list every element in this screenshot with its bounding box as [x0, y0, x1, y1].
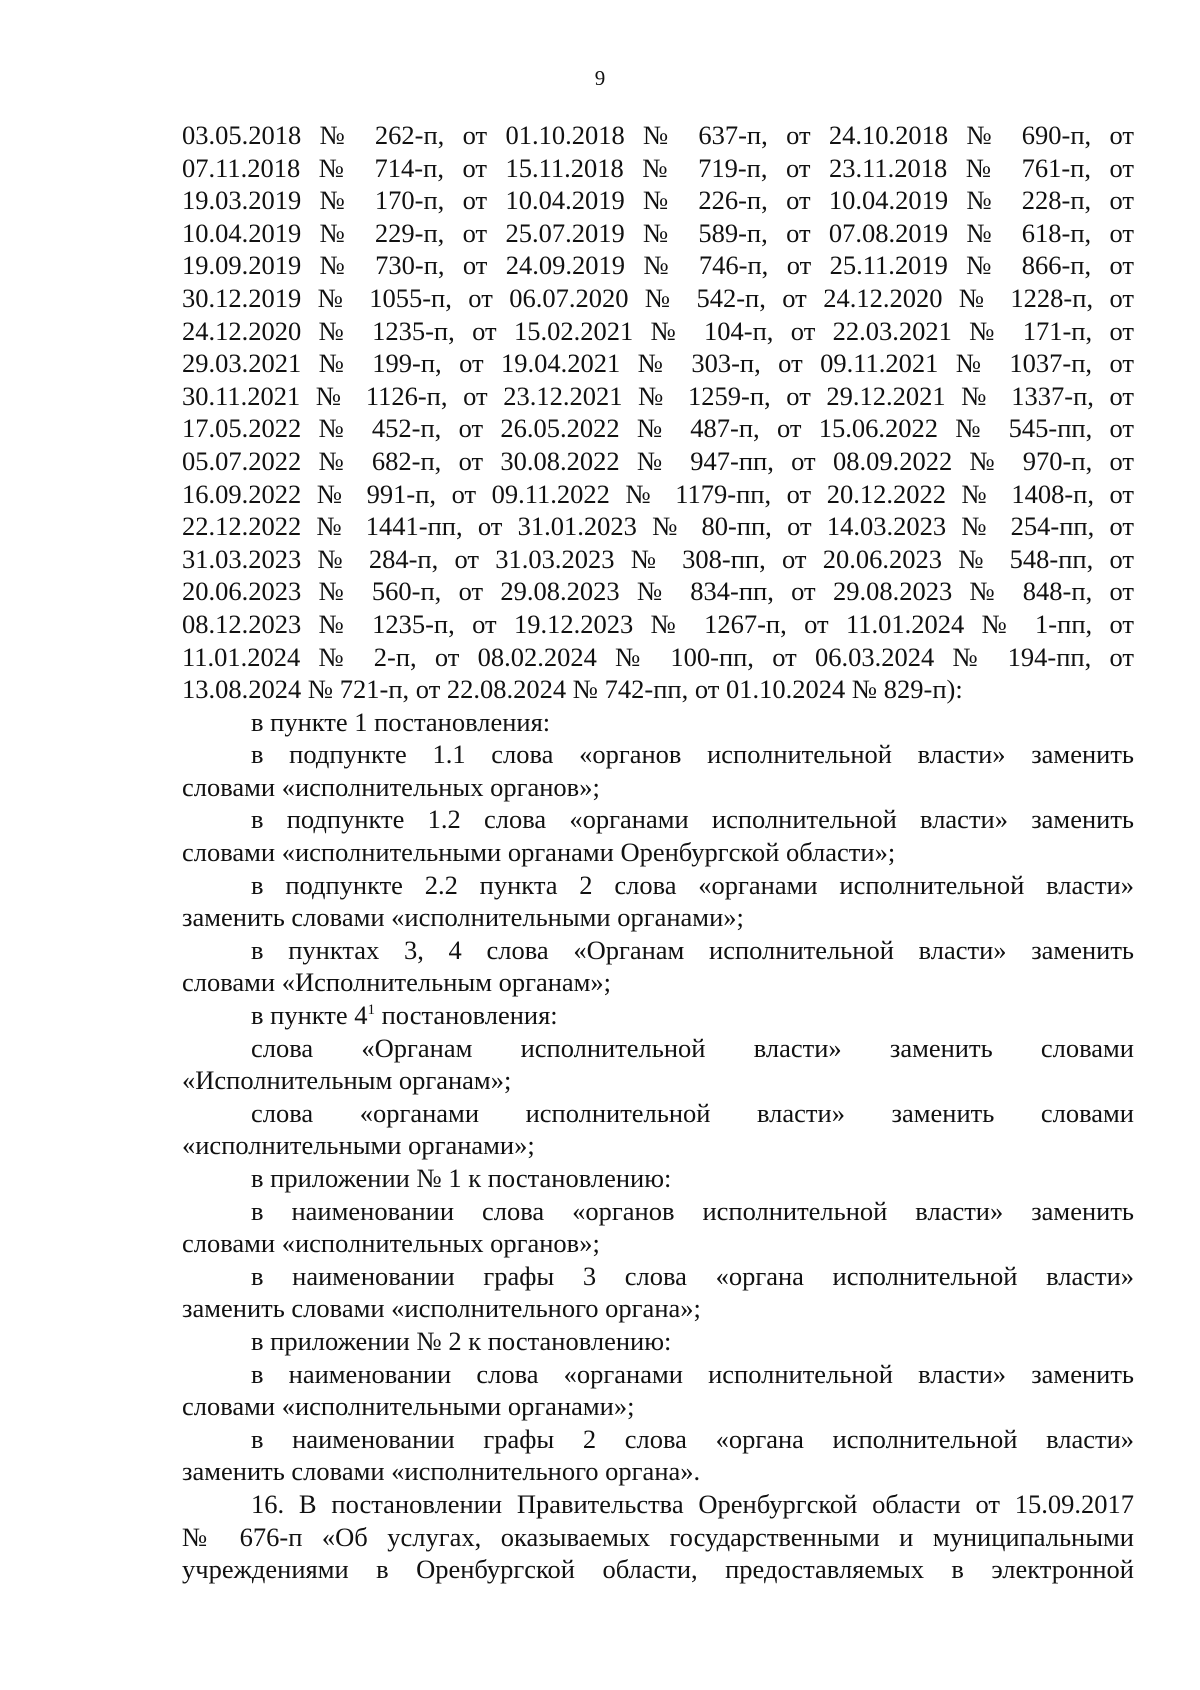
text-line: 17.05.2022 № 452-п, от 26.05.2022 № 487-п, от 15.06.2022 № 545-пп, от [182, 413, 1134, 444]
superscript: 1 [367, 1002, 375, 1019]
text-line: в наименовании слова «органов исполнительной власти» заменить [251, 1195, 1134, 1226]
text-line: в подпункте 1.1 слова «органов исполнительной власти» заменить [251, 739, 1134, 770]
text-line: «Исполнительным органам»; [182, 1065, 512, 1096]
text-line: 20.06.2023 № 560-п, от 29.08.2023 № 834-пп, от 29.08.2023 № 848-п, от [182, 576, 1134, 607]
text-line: в пунктах 3, 4 слова «Органам исполнительной власти» заменить [251, 934, 1134, 965]
text-line: в наименовании графы 2 слова «органа исполнительной власти» [251, 1423, 1134, 1454]
text-line: 10.04.2019 № 229-п, от 25.07.2019 № 589-п, от 07.08.2019 № 618-п, от [182, 217, 1134, 248]
text-line: в наименовании графы 3 слова «органа исполнительной власти» [251, 1260, 1134, 1291]
text-line: 29.03.2021 № 199-п, от 19.04.2021 № 303-п, от 09.11.2021 № 1037-п, от [182, 348, 1134, 379]
text-line: словами «Исполнительным органам»; [182, 967, 612, 998]
text-line: 19.09.2019 № 730-п, от 24.09.2019 № 746-п, от 25.11.2019 № 866-п, от [182, 250, 1134, 281]
text-line: «исполнительными органами»; [182, 1130, 535, 1161]
text-line: в наименовании слова «органами исполнительной власти» заменить [251, 1358, 1134, 1389]
text-line: учреждениями в Оренбургской области, предоставляемых в электронной [182, 1554, 1134, 1585]
text-line: заменить словами «исполнительными органами»; [182, 902, 744, 933]
text-line: 07.11.2018 № 714-п, от 15.11.2018 № 719-п, от 23.11.2018 № 761-п, от [182, 152, 1134, 183]
text-line: в пункте 1 постановления: [251, 706, 551, 737]
text-line: в подпункте 1.2 слова «органами исполнительной власти» заменить [251, 804, 1134, 835]
document-body [182, 119, 1134, 1586]
text-line: заменить словами «исполнительного органа». [182, 1456, 701, 1487]
text-line: 24.12.2020 № 1235-п, от 15.02.2021 № 104-п, от 22.03.2021 № 171-п, от [182, 315, 1134, 346]
text-line: 30.12.2019 № 1055-п, от 06.07.2020 № 542-п, от 24.12.2020 № 1228-п, от [182, 282, 1134, 313]
text-line: 19.03.2019 № 170-п, от 10.04.2019 № 226-п, от 10.04.2019 № 228-п, от [182, 185, 1134, 216]
text-line: 22.12.2022 № 1441-пп, от 31.01.2023 № 80-пп, от 14.03.2023 № 254-пп, от [182, 511, 1134, 542]
text-line: слова «Органам исполнительной власти» заменить словами [251, 1032, 1134, 1063]
text-line: словами «исполнительных органов»; [182, 771, 600, 802]
text-line: 16.09.2022 № 991-п, от 09.11.2022 № 1179-пп, от 20.12.2022 № 1408-п, от [182, 478, 1134, 509]
page-number: 9 [594, 66, 606, 90]
text-line: в приложении № 2 к постановлению: [251, 1325, 672, 1356]
text-line: 30.11.2021 № 1126-п, от 23.12.2021 № 1259-п, от 29.12.2021 № 1337-п, от [182, 380, 1134, 411]
text-line: слова «органами исполнительной власти» заменить словами [251, 1097, 1134, 1128]
text-line: 05.07.2022 № 682-п, от 30.08.2022 № 947-пп, от 08.09.2022 № 970-п, от [182, 445, 1134, 476]
text-line: словами «исполнительными органами Оренбургской области»; [182, 837, 896, 868]
text-line [182, 999, 1134, 1032]
text-fragment: постановления: [375, 1000, 558, 1031]
text-fragment: в пункте 4 [251, 1000, 368, 1031]
text-line: 03.05.2018 № 262-п, от 01.10.2018 № 637-п, от 24.10.2018 № 690-п, от [182, 120, 1134, 150]
text-line: словами «исполнительных органов»; [182, 1228, 600, 1259]
text-line: заменить словами «исполнительного органа»; [182, 1293, 701, 1324]
text-line: 31.03.2023 № 284-п, от 31.03.2023 № 308-пп, от 20.06.2023 № 548-пп, от [182, 543, 1134, 574]
text-line: в подпункте 2.2 пункта 2 слова «органами исполнительной власти» [251, 869, 1134, 900]
text-line: в приложении № 1 к постановлению: [251, 1163, 672, 1193]
text-line: № 676-п «Об услугах, оказываемых государственными и муниципальными [182, 1521, 1134, 1552]
text-line: 16. В постановлении Правительства Оренбургской области от 15.09.2017 [251, 1488, 1134, 1519]
text-line: 08.12.2023 № 1235-п, от 19.12.2023 № 1267-п, от 11.01.2024 № 1-пп, от [182, 608, 1134, 639]
text-line: словами «исполнительными органами»; [182, 1391, 635, 1422]
text-line: 13.08.2024 № 721-п, от 22.08.2024 № 742-пп, от 01.10.2024 № 829-п): [182, 674, 963, 705]
text-line: 11.01.2024 № 2-п, от 08.02.2024 № 100-пп, от 06.03.2024 № 194-пп, от [182, 641, 1134, 672]
